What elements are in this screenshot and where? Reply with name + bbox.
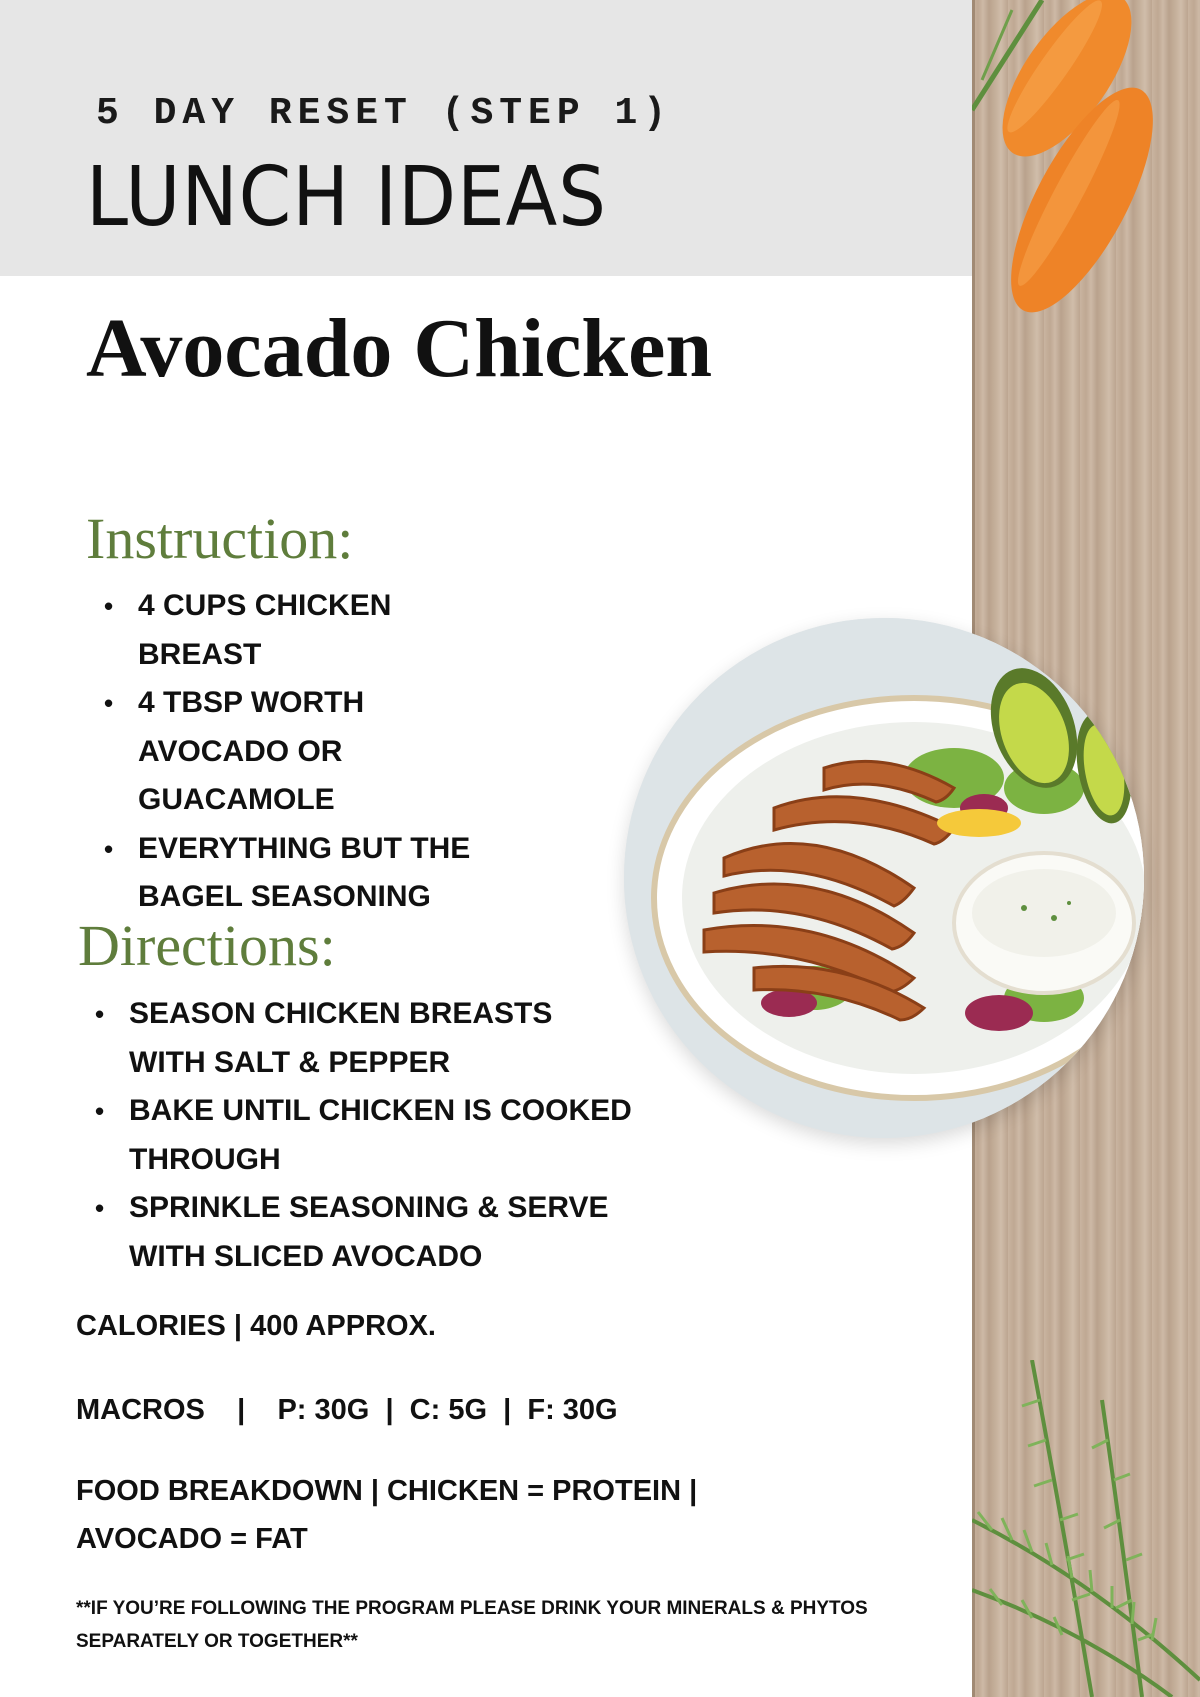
salad-illustration (624, 618, 1144, 1138)
program-note (76, 1592, 956, 1658)
calories-line: CALORIES | 400 APPROX. (76, 1310, 436, 1342)
instruction-item-line: AVOCADO OR (138, 734, 343, 768)
salad-photo (624, 618, 1144, 1138)
instruction-item (104, 582, 574, 679)
directions-heading: Directions: (78, 913, 336, 978)
instruction-item (104, 679, 574, 825)
instruction-item-line: EVERYTHING BUT THE (138, 831, 471, 865)
directions-item (95, 1087, 715, 1184)
macros-line: MACROS | P: 30G | C: 5G | F: 30G (76, 1394, 618, 1426)
instruction-item-line: BREAST (138, 637, 262, 671)
directions-item-line: SEASON CHICKEN BREASTS (129, 997, 553, 1030)
instruction-list (104, 582, 574, 922)
program-note-line: **IF YOU’RE FOLLOWING THE PROGRAM PLEASE DRINK YOUR MINERALS & PHYTOS (76, 1598, 868, 1619)
instruction-heading: Instruction: (86, 506, 354, 571)
instruction-item (104, 825, 574, 922)
directions-item-line: WITH SLICED AVOCADO (129, 1239, 483, 1273)
rosemary-image (972, 1360, 1200, 1697)
directions-item (95, 990, 715, 1087)
instruction-item-line: 4 TBSP WORTH (138, 686, 365, 719)
directions-item-line: SPRINKLE SEASONING & SERVE (129, 1191, 609, 1224)
food-breakdown-line: FOOD BREAKDOWN | CHICKEN = PROTEIN | (76, 1475, 698, 1507)
instruction-item-line: 4 CUPS CHICKEN (138, 589, 392, 622)
program-note-line: SEPARATELY OR TOGETHER** (76, 1631, 358, 1652)
directions-item (95, 1184, 715, 1281)
directions-item-line: WITH SALT & PEPPER (129, 1045, 451, 1079)
food-breakdown-line: AVOCADO = FAT (76, 1523, 308, 1555)
instruction-item-line: BAGEL SEASONING (138, 880, 431, 913)
recipe-title: Avocado Chicken (86, 302, 713, 395)
instruction-item-line: GUACAMOLE (138, 783, 335, 816)
header-kicker: 5 DAY RESET (STEP 1) (96, 92, 673, 135)
directions-list (95, 990, 715, 1281)
carrots-image (972, 0, 1200, 360)
page-title: LUNCH IDEAS (86, 150, 607, 245)
directions-item-line: THROUGH (129, 1142, 281, 1176)
food-breakdown (76, 1467, 806, 1563)
directions-item-line: BAKE UNTIL CHICKEN IS COOKED (129, 1094, 632, 1127)
